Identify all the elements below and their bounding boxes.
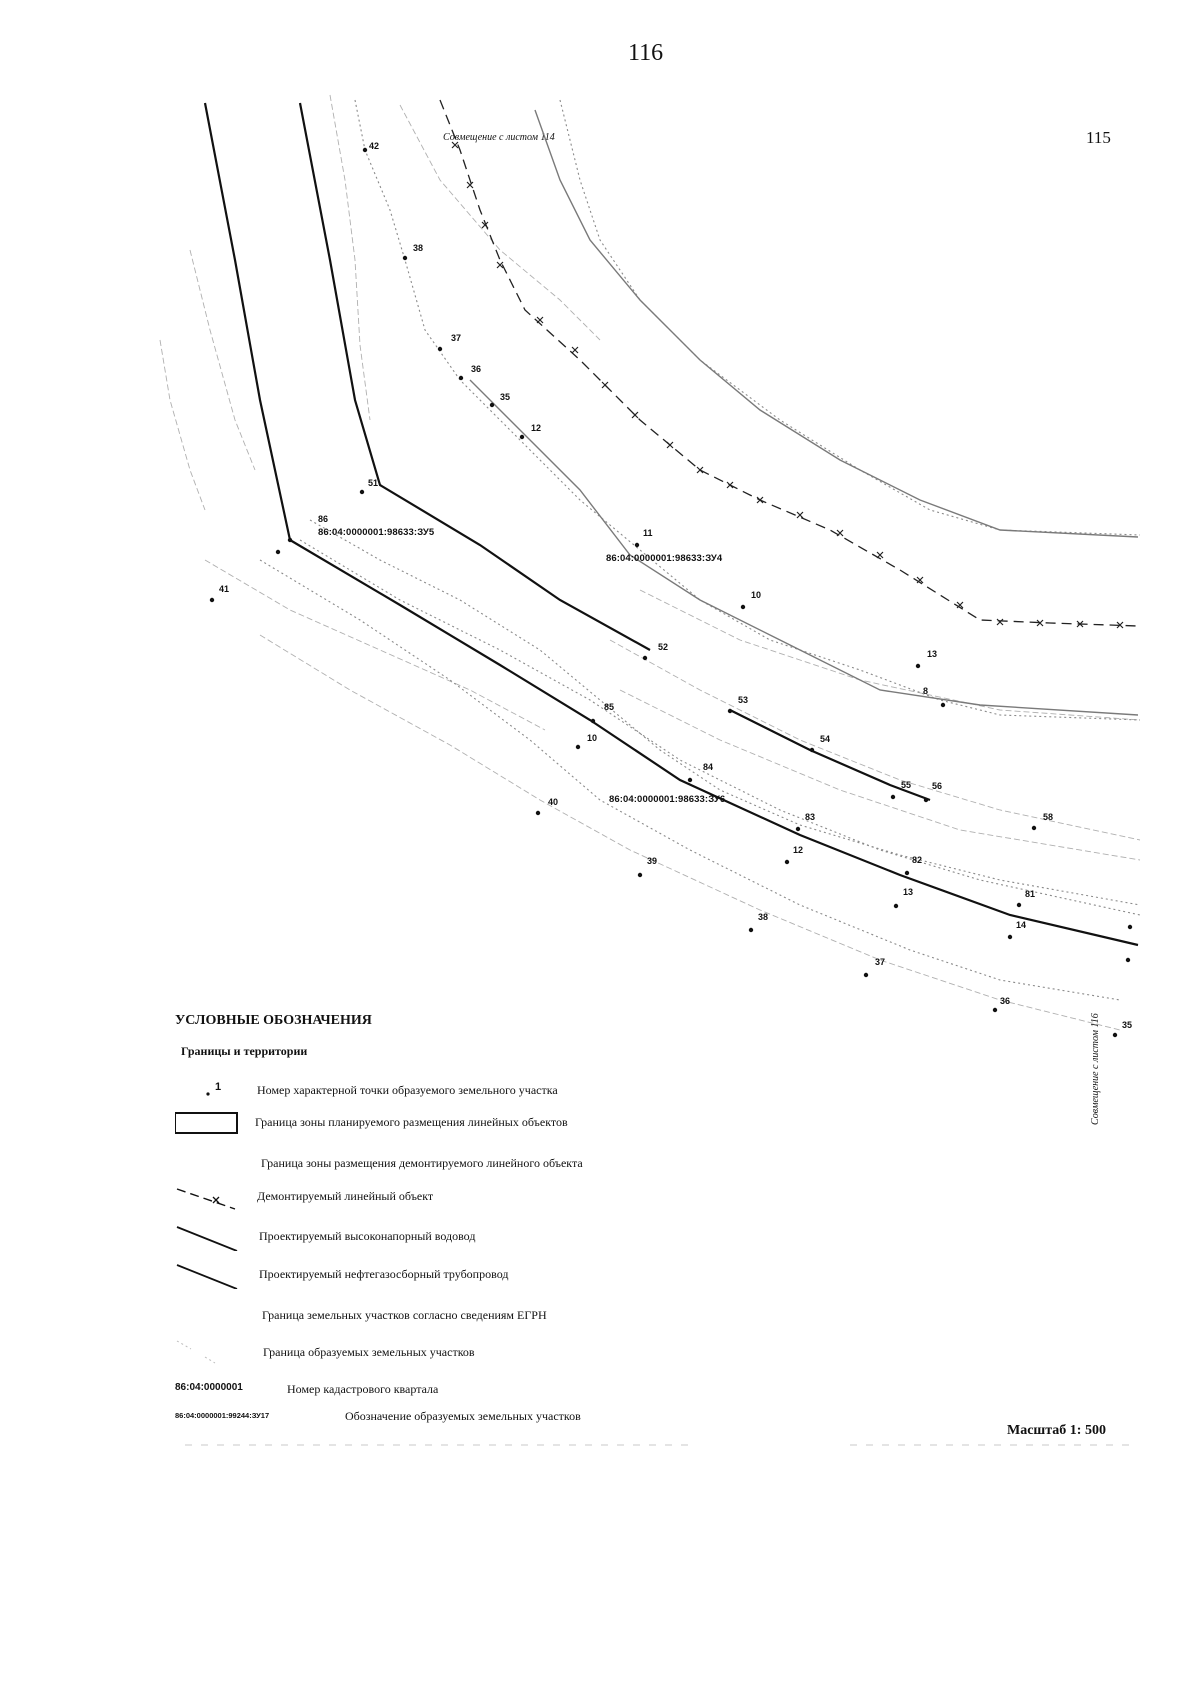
point-label: 85 (604, 702, 615, 712)
point-label: 52 (658, 642, 669, 652)
point-label: 13 (903, 887, 914, 897)
legend-text: Проектируемый высоконапорный водовод (259, 1229, 476, 1243)
point-label: 11 (643, 528, 653, 538)
point-label: 13 (927, 649, 938, 659)
legend-text: Граница зоны планируемого размещения линейных объектов (255, 1115, 568, 1129)
point-label: 81 (1025, 889, 1036, 899)
page-number: 116 (628, 40, 664, 66)
point-label: 55 (901, 780, 912, 790)
legend-subtitle: Границы и территории (181, 1044, 308, 1058)
point-label: 58 (1043, 812, 1054, 822)
point-label: 86 (318, 514, 329, 524)
legend-text: Номер кадастрового квартала (287, 1382, 439, 1396)
legend-text: Проектируемый нефтегазосборный трубопровод (259, 1267, 509, 1281)
legend-text: Номер характерной точки образуемого земельного участка (257, 1083, 558, 1097)
legend-title: УСЛОВНЫЕ ОБОЗНАЧЕНИЯ (175, 1013, 372, 1028)
point-label: 35 (500, 392, 511, 402)
legend-point-sample: 1 (215, 1081, 222, 1093)
adjacent-sheet-number: 115 (1086, 128, 1111, 147)
point-label: 40 (548, 797, 559, 807)
point-label: 53 (738, 695, 749, 705)
legend-text: Обозначение образуемых земельных участков (345, 1409, 581, 1423)
point-label: 83 (805, 812, 816, 822)
join-note-right: Совмещение с листом 116 (1090, 1013, 1101, 1125)
legend-text: Граница земельных участков согласно сведениям ЕГРН (262, 1308, 547, 1322)
legend-text: Демонтируемый линейный объект (257, 1189, 434, 1203)
parcel-label-zu4: 86:04:0000001:98633:ЗУ4 (606, 553, 723, 564)
point-label: 10 (587, 733, 598, 743)
point-label: 82 (912, 855, 923, 865)
parcel-code-sample: 86:04:0000001:99244:ЗУ17 (175, 1411, 270, 1420)
point-label: 56 (932, 781, 943, 791)
map-scale: Масштаб 1: 500 (1007, 1423, 1106, 1438)
point-label: 37 (451, 333, 462, 343)
point-label: 42 (369, 141, 380, 151)
block-code-sample: 86:04:0000001 (175, 1382, 243, 1393)
point-label: 41 (219, 584, 230, 594)
point-label: 36 (471, 364, 482, 374)
point-label: 14 (1016, 920, 1027, 930)
point-label: 10 (751, 590, 762, 600)
point-label: 37 (875, 957, 886, 967)
parcel-label-zu6: 86:04:0000001:98633:ЗУ6 (609, 794, 726, 805)
point-label: 35 (1122, 1020, 1133, 1030)
legend-text: Граница зоны размещения демонтируемого линейного объекта (261, 1156, 583, 1170)
point-label: 38 (413, 243, 424, 253)
point-label: 38 (758, 912, 769, 922)
point-label: 39 (647, 856, 658, 866)
join-note-top: Совмещение с листом 114 (443, 132, 555, 143)
point-label: 36 (1000, 996, 1011, 1006)
point-label: 54 (820, 734, 831, 744)
point-label: 12 (531, 423, 542, 433)
point-label: 84 (703, 762, 714, 772)
point-label: 12 (793, 845, 804, 855)
point-label: 8 (923, 686, 929, 696)
point-label: 51 (368, 478, 379, 488)
parcel-label-zu5: 86:04:0000001:98633:ЗУ5 (318, 527, 435, 538)
legend-text: Граница образуемых земельных участков (263, 1345, 475, 1359)
